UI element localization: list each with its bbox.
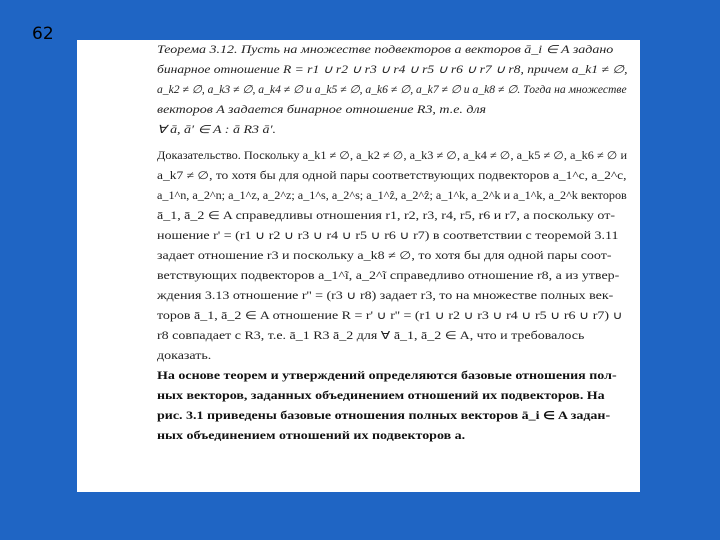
summary-line-1: На основе теорем и утверждений определяются базовые отношения пол- bbox=[157, 370, 617, 382]
proof-line-3: a_1^n, a_2^n; a_1^z, a_2^z; a_1^s, a_2^s; a_1^ẑ, a_2^ẑ; a_1^k, a_2^k и a_1^k, a_2^k векторов bbox=[157, 190, 627, 202]
proof-line-2: a_k7 ≠ ∅, то хотя бы для одной пары соответствующих подвекторов a_1^c, a_2^c, bbox=[157, 170, 627, 182]
summary-line-2: ных векторов, заданных объединением отношений их подвекторов. На bbox=[157, 390, 605, 402]
theorem-line-1: Теорема 3.12. Пусть на множестве подвекторов a векторов ā_i ∈ A задано bbox=[157, 44, 614, 56]
proof-line-10: r8 совпадает с R3, т.е. ā_1 R3 ā_2 для ∀ ā_1, ā_2 ∈ A, что и требовалось bbox=[157, 330, 585, 342]
theorem-line-4: векторов A задается бинарное отношение R3, т.е. для bbox=[157, 104, 487, 116]
proof-line-5: ношение r' = (r1 ∪ r2 ∪ r3 ∪ r4 ∪ r5 ∪ r6 ∪ r7) в соответствии с теоремой 3.11 bbox=[157, 230, 619, 242]
proof-line-6: задает отношение r3 и поскольку a_k8 ≠ ∅, то хотя бы для одной пары соот- bbox=[157, 250, 612, 262]
proof-line-11: доказать. bbox=[157, 350, 212, 362]
proof-line-1: Доказательство. Поскольку a_k1 ≠ ∅, a_k2 ≠ ∅, a_k3 ≠ ∅, a_k4 ≠ ∅, a_k5 ≠ ∅, a_k6 ≠ ∅ и bbox=[157, 150, 628, 162]
page-number: 62 bbox=[32, 24, 54, 44]
theorem-line-3: a_k2 ≠ ∅, a_k3 ≠ ∅, a_k4 ≠ ∅ и a_k5 ≠ ∅, a_k6 ≠ ∅, a_k7 ≠ ∅ и a_k8 ≠ ∅. Тогда на множестве bbox=[157, 84, 627, 96]
proof-line-8: ждения 3.13 отношение r'' = (r3 ∪ r8) задает r3, то на множестве полных век- bbox=[157, 290, 614, 302]
summary-line-3: рис. 3.1 приведены базовые отношения полных векторов ā_i ∈ A задан- bbox=[157, 410, 611, 422]
theorem-block bbox=[77, 40, 640, 144]
proof-line-7: ветствующих подвекторов a_1^ĩ, a_2^ĩ справедливо отношение r8, а из утвер- bbox=[157, 270, 620, 282]
theorem-line-2: бинарное отношение R = r1 ∪ r2 ∪ r3 ∪ r4 ∪ r5 ∪ r6 ∪ r7 ∪ r8, причем a_k1 ≠ ∅, bbox=[157, 64, 628, 76]
summary-line-4: ных объединением отношений их подвекторов a. bbox=[157, 430, 466, 442]
proof-line-4: ā_1, ā_2 ∈ A справедливы отношения r1, r2, r3, r4, r5, r6 и r7, а поскольку от- bbox=[157, 210, 615, 222]
proof-line-9: торов ā_1, ā_2 ∈ A отношение R = r' ∪ r'' = (r1 ∪ r2 ∪ r3 ∪ r4 ∪ r5 ∪ r6 ∪ r7) ∪ bbox=[157, 310, 623, 322]
theorem-line-5: ∀ ā, ā′ ∈ A : ā R3 ā′. bbox=[157, 124, 277, 136]
document-page bbox=[77, 40, 640, 492]
